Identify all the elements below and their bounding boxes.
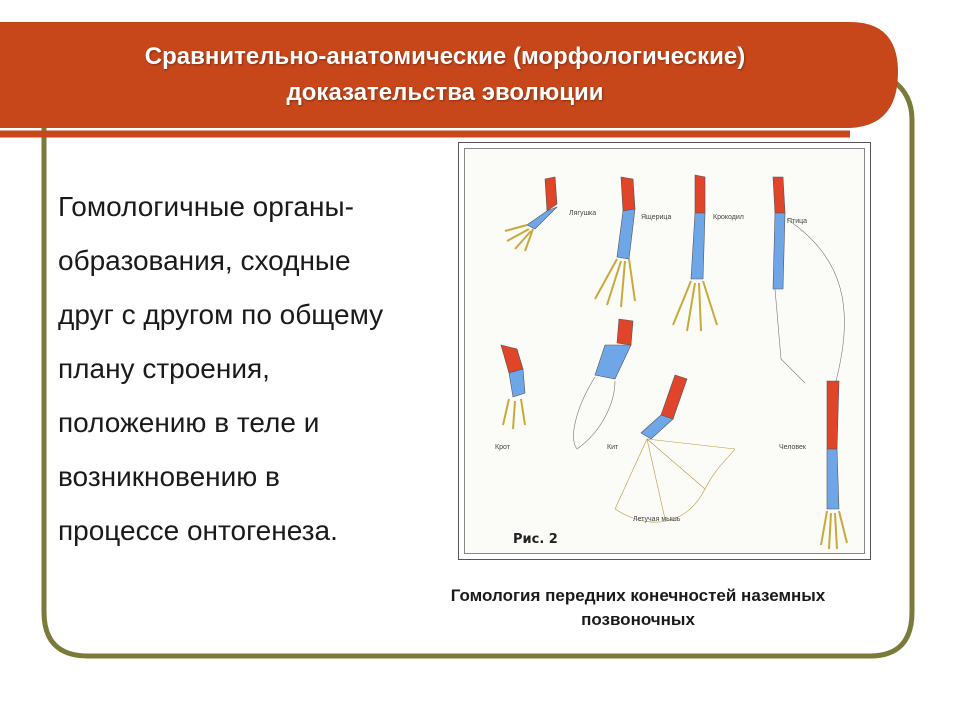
caption-line-2: позвоночных: [581, 610, 695, 629]
slide-title: [0, 22, 880, 128]
whale-limb-icon: [574, 319, 633, 449]
label-bird: Птица: [787, 218, 808, 225]
label-human: Человек: [779, 444, 806, 451]
crocodile-limb-icon: [673, 175, 717, 331]
mole-limb-icon: [501, 345, 525, 429]
label-bat: Летучая мышь: [633, 516, 681, 523]
lizard-limb-icon: [595, 177, 635, 307]
body-line: плану строения,: [58, 353, 270, 384]
body-line: образования, сходные: [58, 245, 351, 276]
body-line: процессе онтогенеза.: [58, 515, 338, 546]
bird-limb-icon: [773, 177, 844, 385]
label-mole: Крот: [495, 444, 510, 451]
label-frog: Лягушка: [569, 210, 597, 217]
label-lizard: Ящерица: [641, 214, 672, 221]
figure-image: [464, 148, 865, 554]
label-whale: Кит: [607, 444, 619, 451]
figure-caption: [370, 584, 906, 632]
figure-tag: Рис. 2: [513, 532, 558, 547]
frog-limb-icon: [505, 177, 557, 251]
definition-text: [58, 180, 448, 558]
bat-limb-icon: [615, 375, 735, 522]
body-line: Гомологичные органы-: [58, 191, 354, 222]
title-line-2: доказательства эволюции: [286, 79, 604, 106]
limb-illustration: [465, 149, 865, 554]
title-line-1: Сравнительно-анатомические (морфологические): [144, 43, 746, 70]
caption-line-1: Гомология передних конечностей наземных: [450, 586, 826, 605]
label-crocodile: Крокодил: [713, 214, 744, 221]
body-line: возникновению в: [58, 461, 280, 492]
limb-homology-figure: [458, 142, 871, 560]
body-line: положению в теле и: [58, 407, 320, 438]
body-line: друг с другом по общему: [58, 299, 384, 330]
human-limb-icon: [821, 381, 847, 549]
